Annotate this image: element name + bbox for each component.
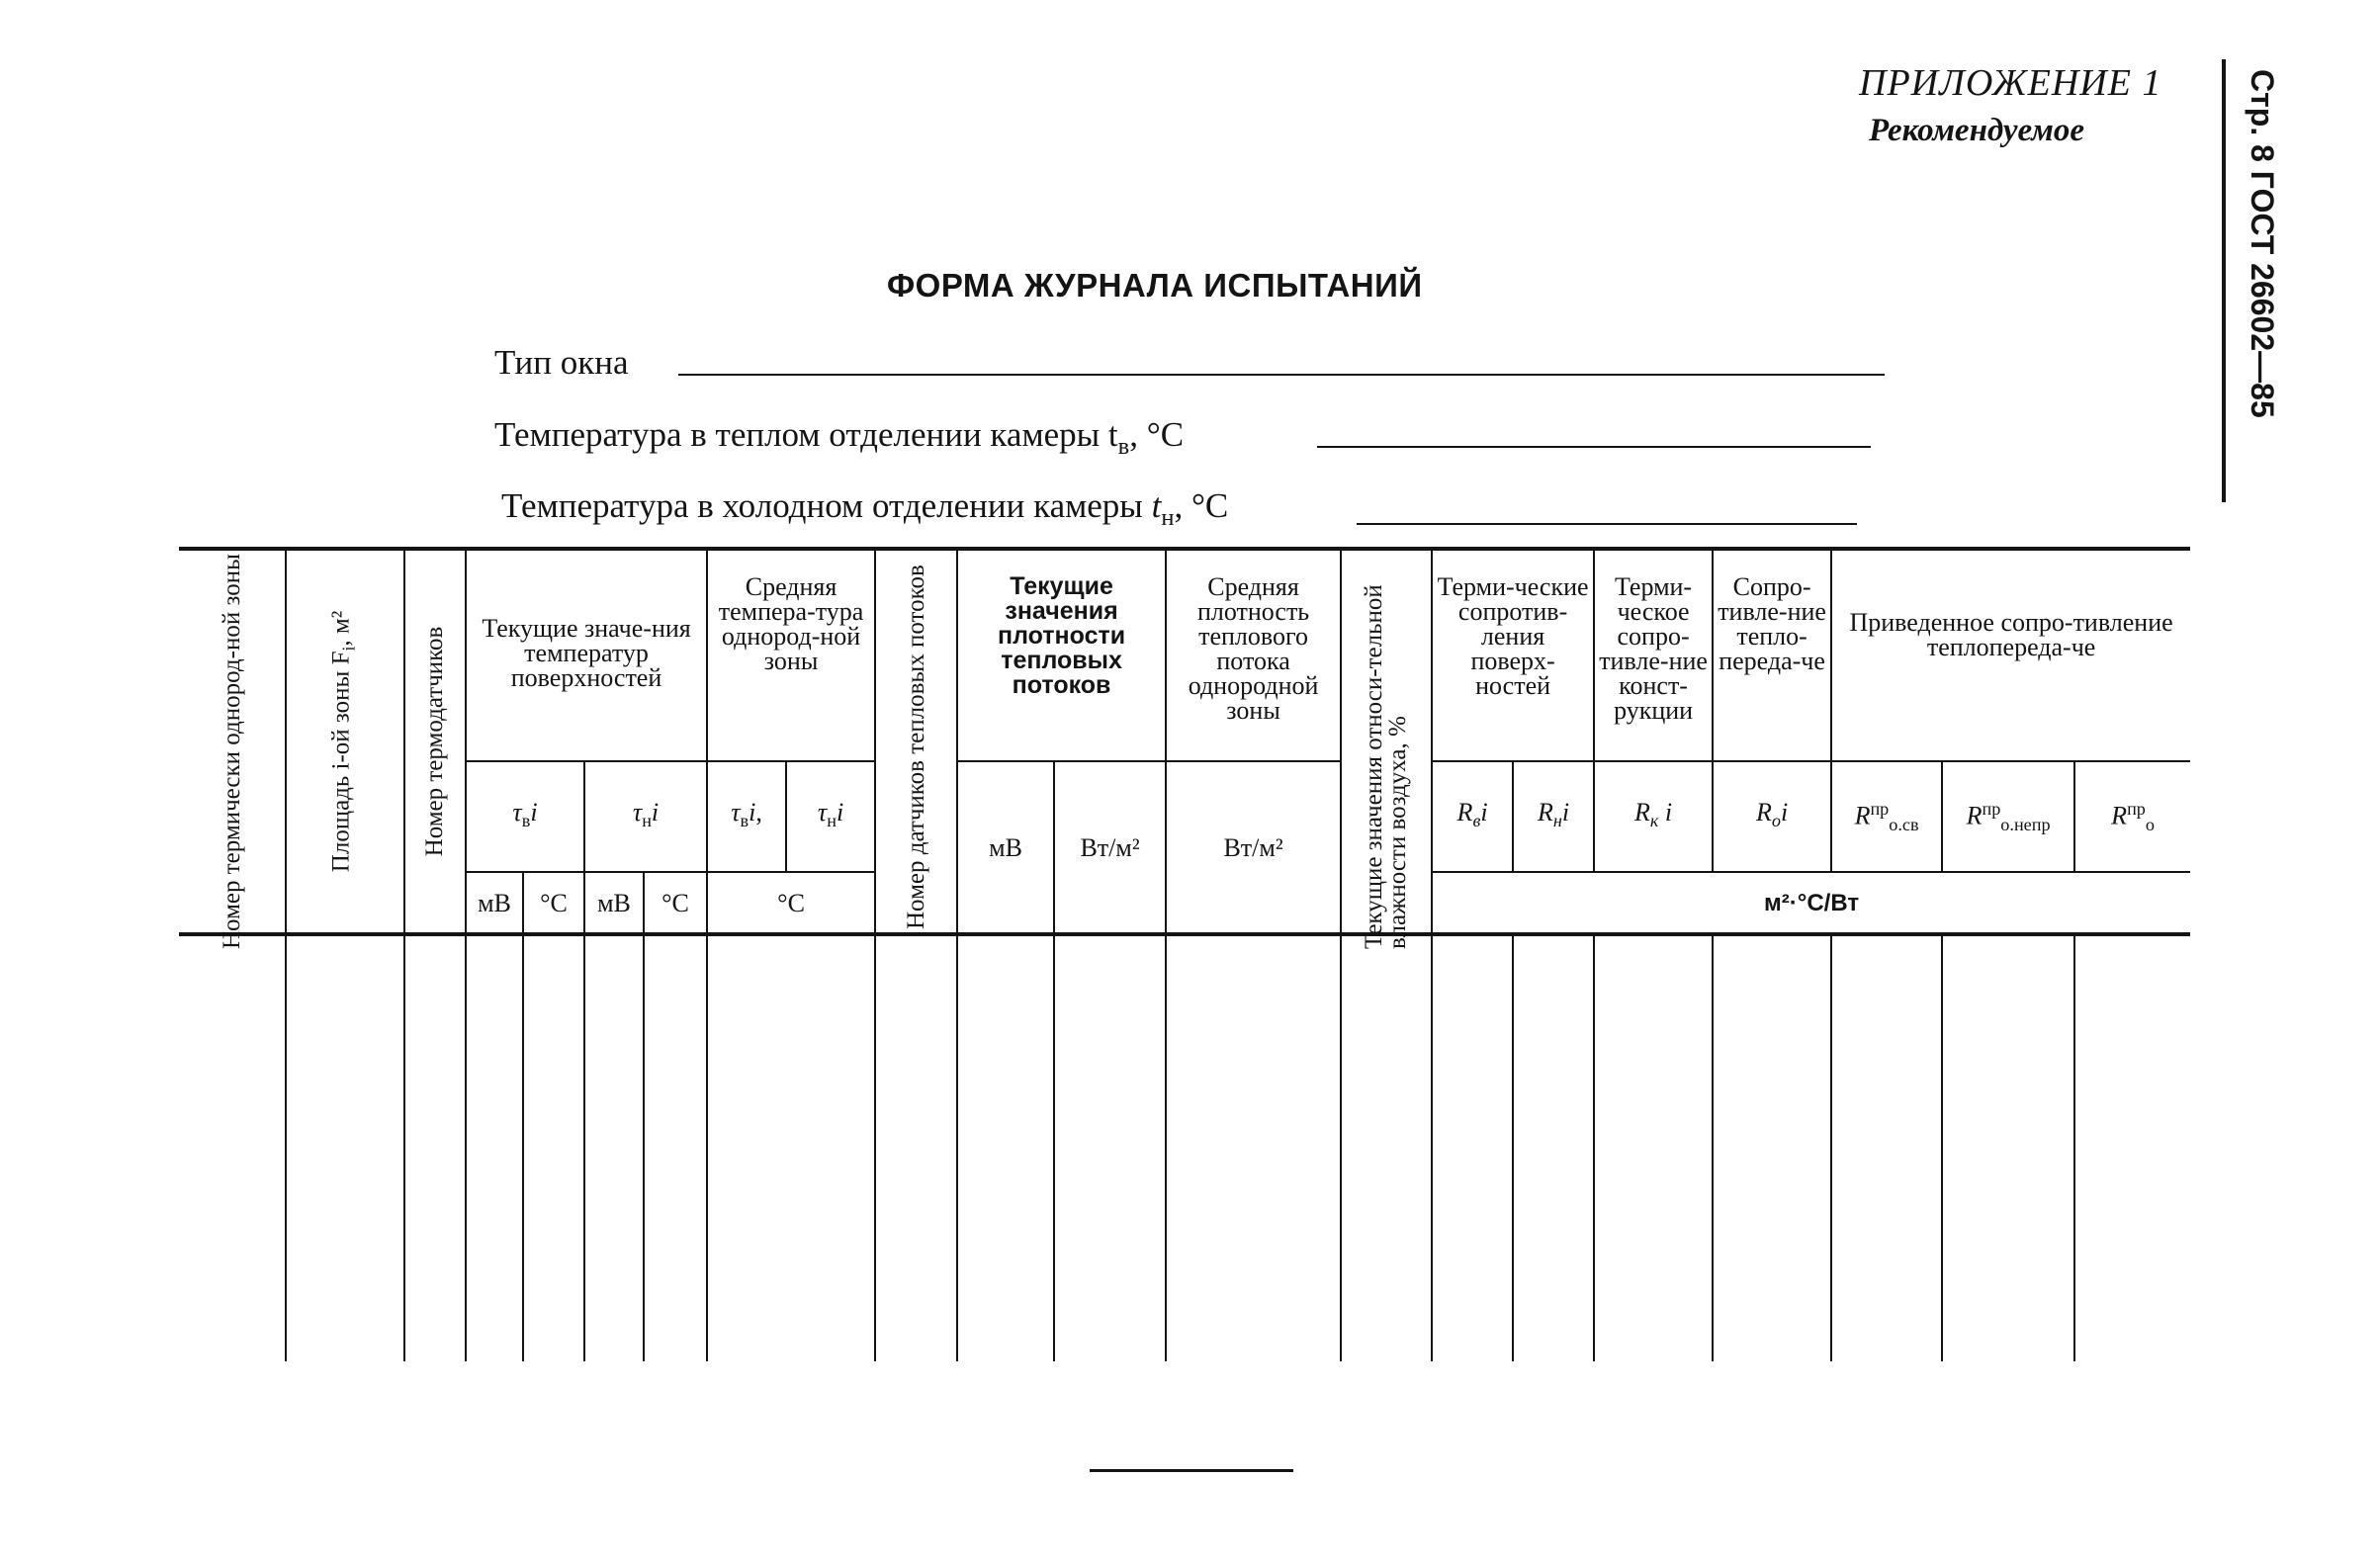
body-cell[interactable] — [707, 934, 875, 1361]
body-cell[interactable] — [404, 934, 466, 1361]
col-flux-density-text: Текущие значения плотности тепловых потоков — [998, 572, 1126, 699]
r-ni-symbol: R — [1537, 797, 1553, 826]
cold-temp-text: Температура в холодном отделении камеры — [501, 486, 1143, 525]
col-zone-area-text — [327, 610, 361, 873]
r-oi-symbol: R — [1755, 797, 1772, 826]
r-ki-sub: к — [1649, 811, 1659, 831]
col-avg-zone-temp — [707, 549, 875, 761]
r-oi-header — [1713, 761, 1831, 872]
unit-mv-1: мВ — [466, 872, 523, 934]
r-ki-header — [1594, 761, 1713, 872]
r-o-symbol: R — [2111, 801, 2128, 830]
r-vi-index: i — [1480, 797, 1488, 826]
avg-tau-n-header — [786, 761, 875, 872]
r-ki-symbol: R — [1634, 797, 1650, 826]
flux-unit-mv: мВ — [957, 761, 1054, 934]
r-oi-index: i — [1780, 797, 1789, 826]
warm-temp-field[interactable] — [1317, 446, 1871, 448]
body-cell[interactable] — [179, 934, 286, 1361]
body-cell[interactable] — [644, 934, 707, 1361]
flux-unit-w-m2: Вт/м² — [1054, 761, 1166, 934]
body-cell[interactable] — [1594, 934, 1713, 1361]
tau-v-sub: в — [521, 811, 531, 831]
tau-n-sub: н — [642, 811, 652, 831]
warm-temp-label — [494, 415, 1184, 461]
avg-tau-v-symbol: τ — [731, 797, 741, 826]
avg-tau-n-index: i — [836, 797, 844, 826]
r-o-nepr-sup: пр — [1982, 798, 2001, 819]
footer-rule — [1090, 1469, 1293, 1472]
body-cell[interactable] — [286, 934, 404, 1361]
avg-tau-v-index: i — [749, 797, 756, 826]
r-o-nepr-symbol: R — [1966, 801, 1983, 830]
header-divider — [2222, 59, 2226, 502]
window-type-label — [494, 343, 629, 383]
tau-n-header — [584, 761, 707, 872]
body-cell[interactable] — [584, 934, 644, 1361]
form-title: ФОРМА ЖУРНАЛА ИСПЫТАНИЙ — [887, 267, 1423, 304]
col-zone-area-label: Площадь i-ой зоны F — [327, 651, 355, 873]
unit-mv-2: мВ — [584, 872, 644, 934]
tau-v-index: i — [530, 797, 538, 826]
r-ni-index: i — [1561, 797, 1570, 826]
unit-c-1: °C — [523, 872, 584, 934]
col-construction-resistance-text: Терми-ческое сопро-тивле-ние конст-рукции — [1599, 572, 1708, 725]
tau-v-header — [466, 761, 584, 872]
body-cell[interactable] — [1432, 934, 1513, 1361]
body-cell[interactable] — [1831, 934, 1942, 1361]
body-cell[interactable] — [1054, 934, 1166, 1361]
avg-tau-v-sub: в — [740, 811, 749, 831]
appendix-title: ПРИЛОЖЕНИЕ 1 — [1859, 62, 2162, 104]
body-cell[interactable] — [466, 934, 523, 1361]
col-avg-flux-density-text: Средняя плотность теплового потока однородной зоны — [1188, 572, 1319, 725]
col-construction-resistance — [1594, 549, 1713, 761]
col-heat-transfer-resistance — [1713, 549, 1831, 761]
col-avg-zone-temp-text: Средняя темпера-тура однород-ной зоны — [718, 572, 864, 675]
col-reduced-resistance — [1831, 549, 2190, 761]
r-o-sv-sub: о.св — [1889, 814, 1919, 834]
running-header: Стр. 8 ГОСТ 26602—85 — [2245, 69, 2280, 418]
body-cell[interactable] — [1341, 934, 1432, 1361]
col-surface-temps-text: Текущие значе-ния температур поверхностей — [482, 614, 691, 692]
unit-c-avg: °C — [707, 872, 875, 934]
r-vi-sub: в — [1472, 811, 1481, 831]
warm-temp-sub: в — [1117, 433, 1130, 460]
test-log-table — [179, 547, 2190, 1361]
unit-resistance: м²·°C/Вт — [1432, 872, 2190, 934]
col-humidity-text: Текущие значения относи-тельной влажности воздуха, % — [1361, 584, 1412, 949]
body-cell[interactable] — [875, 934, 957, 1361]
cold-temp-sub: н — [1161, 504, 1175, 531]
r-o-sub: о — [2145, 814, 2155, 834]
warm-temp-unit: , °C — [1129, 415, 1185, 454]
col-flux-density — [957, 549, 1166, 761]
appendix-subtitle: Рекомендуемое — [1869, 113, 2085, 148]
cold-temp-unit: , °C — [1174, 486, 1229, 525]
window-type-field[interactable] — [678, 374, 1885, 376]
r-o-nepr-header — [1942, 761, 2074, 872]
cold-temp-field[interactable] — [1357, 523, 1857, 525]
col-sensor-number-text: Номер термодатчиков — [421, 626, 448, 857]
tau-n-symbol: τ — [632, 797, 643, 826]
body-cell[interactable] — [1513, 934, 1594, 1361]
cold-temp-var: t — [1151, 486, 1162, 525]
avg-tau-n-sub: н — [827, 811, 837, 831]
unit-c-2: °C — [644, 872, 707, 934]
col-zone-number — [179, 549, 286, 949]
avg-tau-n-symbol: τ — [817, 797, 828, 826]
col-sensor-number — [404, 549, 466, 934]
r-o-sv-symbol: R — [1854, 801, 1871, 830]
tau-n-index: i — [651, 797, 660, 826]
col-avg-flux-density — [1166, 549, 1341, 761]
r-ni-header — [1513, 761, 1594, 872]
r-o-sv-header — [1831, 761, 1942, 872]
col-heat-transfer-resistance-text: Сопро-тивле-ние тепло-переда-че — [1718, 572, 1826, 675]
body-cell[interactable] — [523, 934, 584, 1361]
r-vi-symbol: R — [1456, 797, 1473, 826]
tau-v-symbol: τ — [512, 797, 522, 826]
col-reduced-resistance-text: Приведенное сопро-тивление теплопереда-че — [1849, 608, 2173, 661]
col-zone-number-text: Номер термически однород-ной зоны — [218, 554, 245, 949]
window-type-text: Тип окна — [494, 343, 629, 382]
cold-temp-label — [501, 486, 1228, 532]
col-flux-sensor-number — [875, 549, 957, 934]
body-cell[interactable] — [1166, 934, 1341, 1361]
body-cell[interactable] — [1942, 934, 2074, 1361]
r-o-sup: пр — [2127, 798, 2146, 819]
r-o-header — [2074, 761, 2190, 872]
r-ni-sub: н — [1552, 811, 1562, 831]
col-humidity — [1341, 549, 1432, 949]
r-o-nepr-sub: о.непр — [2000, 814, 2051, 834]
body-cell[interactable] — [957, 934, 1054, 1361]
col-zone-area — [286, 549, 404, 934]
col-zone-area-sub: i — [338, 646, 359, 652]
col-flux-sensor-number-text: Номер датчиков тепловых потоков — [902, 565, 929, 929]
avg-flux-unit-w-m2: Вт/м² — [1166, 761, 1341, 934]
col-surface-resistance — [1432, 549, 1594, 761]
avg-tau-v-header: $\tau_вi$, — [707, 761, 786, 872]
r-oi-sub: о — [1771, 811, 1781, 831]
r-ki-index: i — [1664, 797, 1673, 826]
r-vi-header — [1432, 761, 1513, 872]
warm-temp-text: Температура в теплом отделении камеры t — [494, 415, 1118, 454]
body-cell[interactable] — [1713, 934, 1831, 1361]
col-zone-area-unit: , м² — [327, 610, 355, 647]
col-surface-temps — [466, 549, 707, 761]
body-cell[interactable] — [2074, 934, 2190, 1361]
col-surface-resistance-text: Терми-ческие сопротив-ления поверх-ностей — [1437, 572, 1589, 700]
r-o-sv-sup: пр — [1870, 798, 1890, 819]
